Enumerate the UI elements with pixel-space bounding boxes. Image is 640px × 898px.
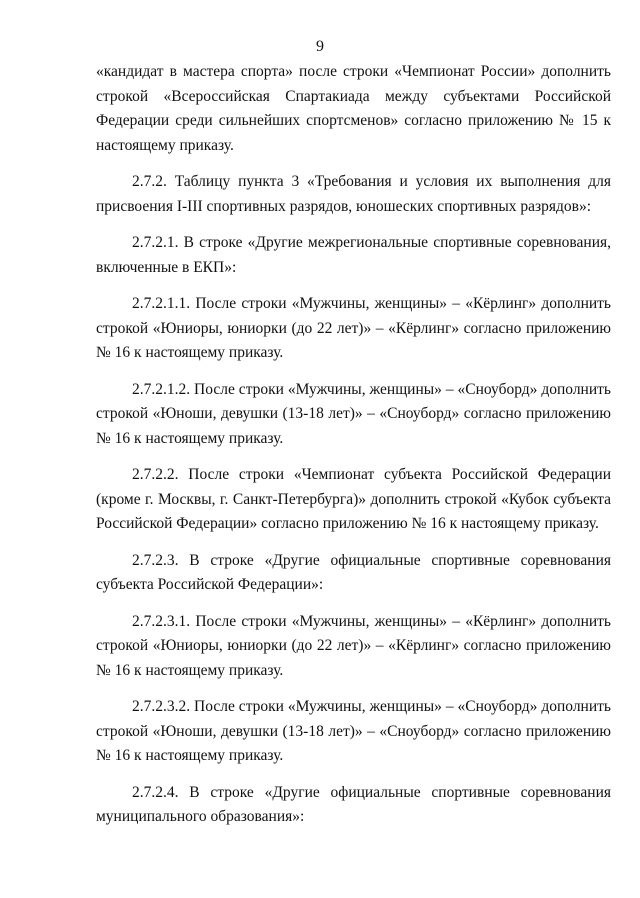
paragraph-2-7-2-4: 2.7.2.4. В строке «Другие официальные спортивные соревнования муниципального образования»:: [96, 783, 611, 825]
document-body: [96, 60, 611, 842]
paragraph-2-7-2: 2.7.2. Таблицу пункта 3 «Требования и условия их выполнения для присвоения I-III спортивных разрядов, юношеских спортивных разрядов»:: [96, 173, 611, 215]
paragraph-2-7-2-1: 2.7.2.1. В строке «Другие межрегиональные спортивные соревнования, включенные в ЕКП»:: [96, 234, 611, 276]
paragraph-2-7-2-2: 2.7.2.2. После строки «Чемпионат субъекта Российской Федерации (кроме г. Москвы, г. Санкт-Петербурга)» дополнить строкой «Кубок субъекта Российской Федерации» согласно приложению № 16 к настоящему приказу.: [96, 466, 611, 532]
page-number: 9: [316, 38, 324, 55]
paragraph-2-7-2-3: 2.7.2.3. В строке «Другие официальные спортивные соревнования субъекта Российской Федерации»:: [96, 551, 611, 593]
paragraph-2-7-2-1-1: 2.7.2.1.1. После строки «Мужчины, женщины» – «Кёрлинг» дополнить строкой «Юниоры, юниорки (до 22 лет)» – «Кёрлинг» согласно приложению № 16 к настоящему приказу.: [96, 295, 611, 361]
paragraph-2-7-2-3-1: 2.7.2.3.1. После строки «Мужчины, женщины» – «Кёрлинг» дополнить строкой «Юниоры, юниорки (до 22 лет)» – «Кёрлинг» согласно приложению № 16 к настоящему приказу.: [96, 612, 611, 679]
paragraph-continuation: «кандидат в мастера спорта» после строки «Чемпионат России» дополнить строкой «Всероссийская Спартакиада между субъектами Российской Федерации среди сильнейших спортсменов» согласно приложению № 15 к настоящему приказу.: [96, 63, 611, 154]
paragraph-2-7-2-1-2: 2.7.2.1.2. После строки «Мужчины, женщины» – «Сноуборд» дополнить строкой «Юноши, девушки (13-18 лет)» – «Сноуборд» согласно приложению № 16 к настоящему приказу.: [96, 380, 611, 447]
paragraph-2-7-2-3-2: 2.7.2.3.2. После строки «Мужчины, женщины» – «Сноуборд» дополнить строкой «Юноши, девушки (13-18 лет)» – «Сноуборд» согласно приложению № 16 к настоящему приказу.: [96, 698, 611, 764]
